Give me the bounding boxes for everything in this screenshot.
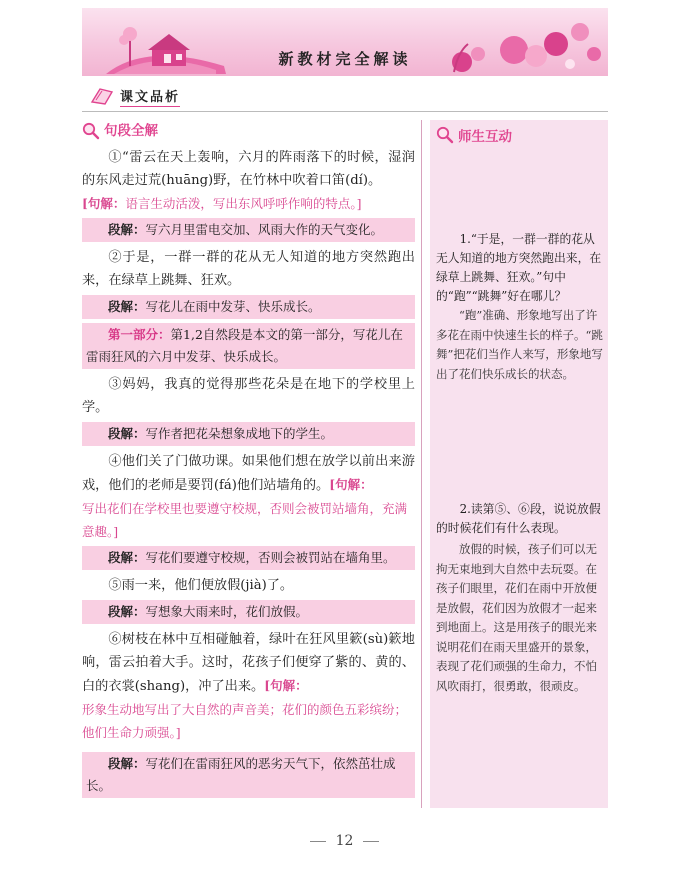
summary-3-text: 写作者把花朵想象成地下的学生。 — [145, 426, 334, 441]
magnifier-icon — [436, 126, 454, 144]
paragraph-4-text: ④他们关了门做功课。如果他们想在放学以前出来游戏，他们的老师是要罚(fá)他们站墙角的。 — [82, 454, 415, 493]
paragraph-5: ⑤雨一来，他们便放假(jià)了。 — [108, 578, 294, 593]
summary-6-text: 写花们在雷雨狂风的恶劣天气下，依然茁壮成长。 — [86, 756, 396, 793]
note-3-tag: [句解： — [264, 678, 308, 693]
part-summary — [82, 323, 415, 369]
part-summary-key: 第一部分： — [108, 327, 171, 342]
section-tag — [90, 86, 180, 106]
question-1: 1.“于是，一群一群的花从无人知道的地方突然跑出来，在绿草上跳舞、狂欢。”句中的“跑”“跳舞”好在哪儿？ — [436, 232, 602, 303]
note-1-tag: [句解： — [82, 196, 126, 211]
summary-2-text: 写花儿在雨中发芽、快乐成长。 — [145, 299, 321, 314]
note-2: 写出花们在学校里也要遵守校规，否则会被罚站墙角，充满意趣。] — [82, 501, 408, 539]
answer-2: 放假的时候，孩子们可以无拘无束地到大自然中去玩耍。在孩子们眼里，花们在雨中开放便是放假，花们因为放假才一起来到地面上。这是用孩子的眼光来说明花们在雨天里盛开的景象，表现了花们顽强的生命力，不怕风吹雨打，很勇敢，很顽皮。 — [436, 542, 597, 693]
right-heading — [436, 124, 512, 146]
page-number: 12 — [335, 833, 354, 849]
summary-3 — [82, 422, 415, 446]
summary-5-text: 写想象大雨来时，花们放假。 — [145, 604, 309, 619]
summary-2-key: 段解： — [108, 299, 146, 314]
note-3: 形象生动地写出了大自然的声音美；花们的颜色五彩缤纷；他们生命力顽强。] — [82, 702, 408, 740]
question-2: 2.读第⑤、⑥段，说说放假的时候花们有什么表现。 — [436, 502, 601, 535]
main-column — [82, 120, 415, 802]
section-divider — [82, 111, 608, 112]
paragraph-4 — [82, 450, 415, 497]
summary-1-key: 段解： — [108, 222, 146, 237]
section-label: 课文品析 — [120, 86, 180, 107]
summary-4-key: 段解： — [108, 550, 146, 565]
summary-4-text: 写花们要遵守校规，否则会被罚站在墙角里。 — [145, 550, 396, 565]
paragraph-6 — [82, 628, 415, 698]
note-1-text: 语言生动活泼，写出东风呼呼作响的特点。] — [125, 196, 362, 211]
summary-5 — [82, 600, 415, 624]
left-heading — [82, 120, 415, 142]
note-2-tag: [句解： — [329, 477, 373, 492]
page-header — [82, 8, 608, 76]
book-icon — [90, 86, 116, 106]
paragraph-1: ①“雷云在天上轰响，六月的阵雨落下的时候，湿润的东风走过荒(huāng)野，在竹林中吹着口笛(dí)。 — [82, 150, 415, 188]
column-divider — [421, 120, 422, 808]
footer-dash-left — [310, 841, 326, 842]
summary-1-text: 写六月里雷电交加、风雨大作的天气变化。 — [145, 222, 384, 237]
summary-2 — [82, 295, 415, 319]
summary-1 — [82, 218, 415, 242]
footer-dash-right — [363, 841, 379, 842]
answer-1: “跑”准确、形象地写出了许多花在雨中快速生长的样子。“跳舞”把花们当作人来写，形象地写出了花们快乐成长的状态。 — [436, 308, 603, 381]
magnifier-icon — [82, 122, 100, 140]
sidebar-interaction — [430, 120, 608, 808]
summary-4 — [82, 546, 415, 570]
page-footer — [0, 833, 689, 849]
summary-6-key: 段解： — [108, 756, 146, 771]
paragraph-3: ③妈妈，我真的觉得那些花朵是在地下的学校里上学。 — [82, 377, 415, 415]
paragraph-6-text: ⑥树枝在林中互相碰触着，绿叶在狂风里簌(sù)簌地响，雷云拍着大手。这时，花孩子们便穿了紫的、黄的、白的衣裳(shang)，冲了出来。 — [82, 632, 415, 694]
note-1 — [82, 192, 415, 215]
left-heading-title: 句段全解 — [104, 122, 158, 139]
part-summary-text: 第1,2自然段是本文的第一部分，写花儿在雷雨狂风的六月中发芽、快乐成长。 — [86, 327, 403, 364]
summary-5-key: 段解： — [108, 604, 146, 619]
paragraph-2: ②于是，一群一群的花从无人知道的地方突然跑出来，在绿草上跳舞、狂欢。 — [82, 250, 415, 288]
summary-3-key: 段解： — [108, 426, 146, 441]
page-header-title: 新教材完全解读 — [278, 50, 412, 68]
right-heading-title: 师生互动 — [458, 129, 512, 145]
summary-6 — [82, 752, 415, 798]
